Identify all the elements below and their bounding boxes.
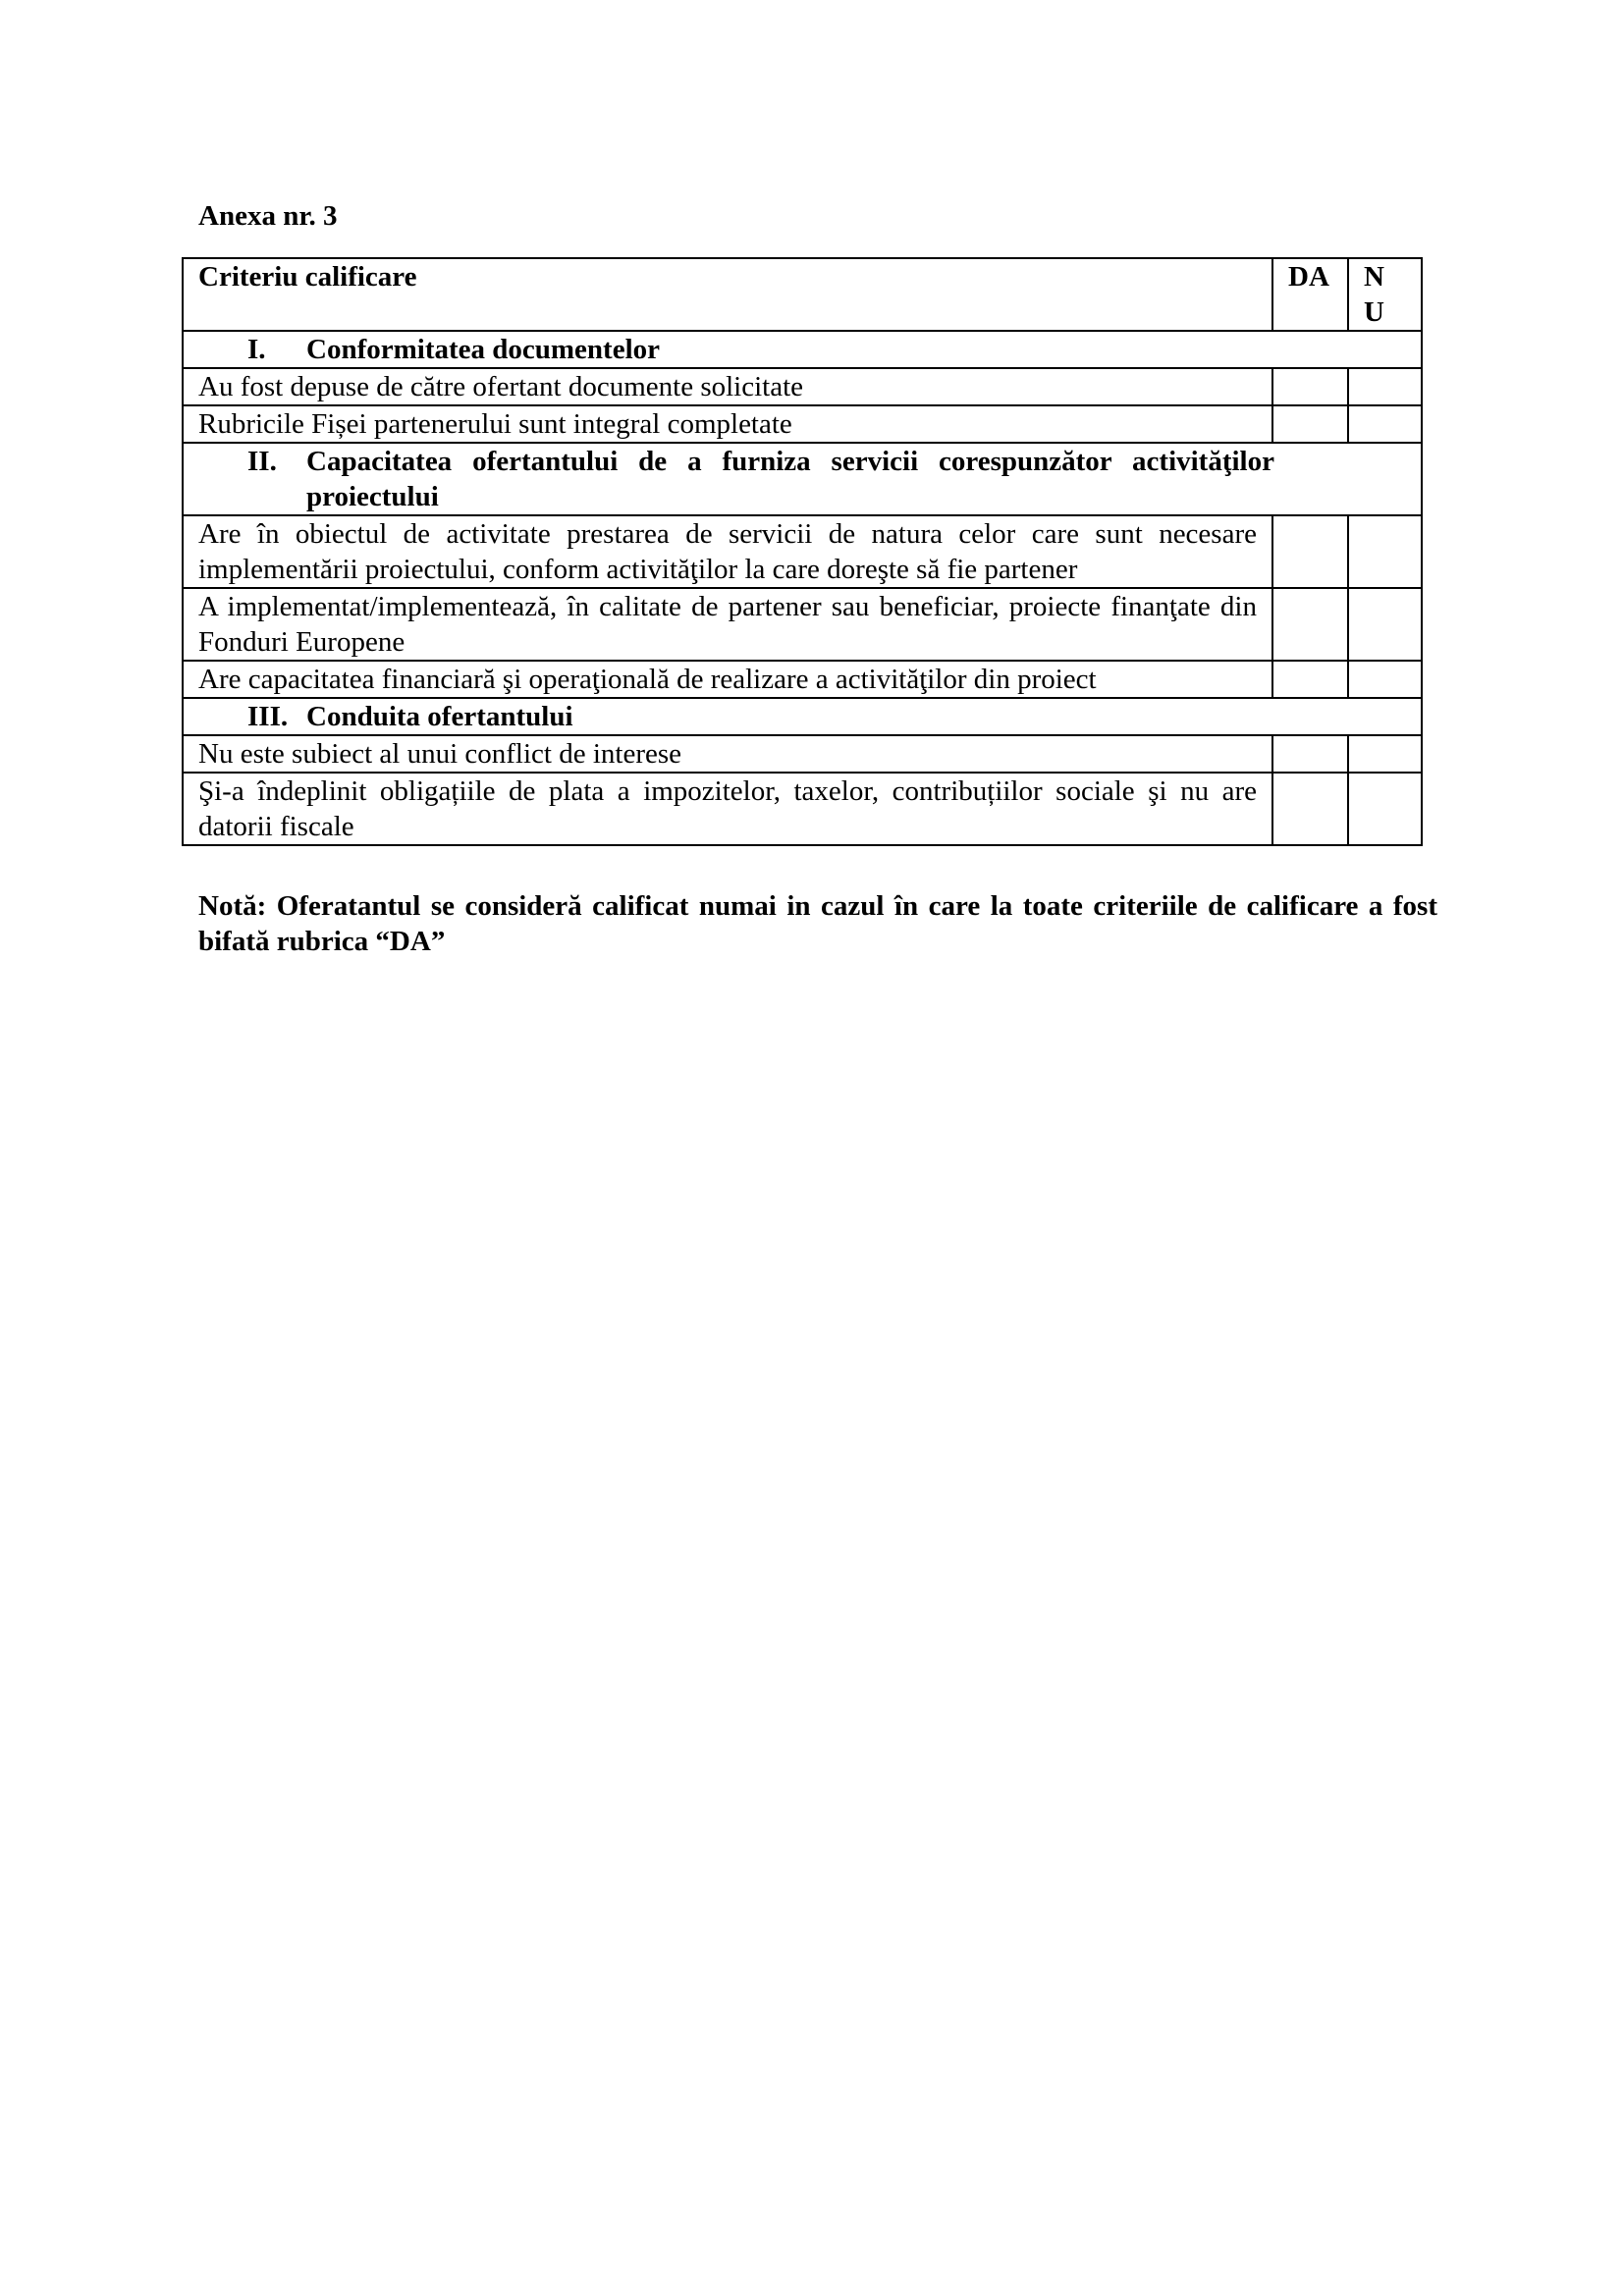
table-header-row — [183, 258, 1422, 331]
criterion-text: Au fost depuse de către ofertant documente solicitate — [183, 368, 1272, 405]
yes-checkbox-cell[interactable] — [1272, 405, 1348, 443]
yes-checkbox-cell[interactable] — [1272, 588, 1348, 661]
section-number: II. — [247, 446, 277, 477]
yes-checkbox-cell[interactable] — [1272, 368, 1348, 405]
yes-checkbox-cell[interactable] — [1272, 735, 1348, 773]
section-row — [183, 331, 1422, 368]
no-checkbox-cell[interactable] — [1348, 368, 1422, 405]
no-checkbox-cell[interactable] — [1348, 405, 1422, 443]
table-row — [183, 405, 1422, 443]
qualification-note: Notă: Oferatantul se consideră calificat numai in cazul în care la toate criteriile de calificare a fost bifată rubrica “DA” — [198, 890, 1437, 957]
criterion-text: Nu este subiect al unui conflict de interese — [183, 735, 1272, 773]
criterion-text: A implementat/implementează, în calitate de partener sau beneficiar, proiecte finanţate din Fonduri Europene — [183, 588, 1272, 661]
section-title: Capacitatea ofertantului de a furniza servicii corespunzător activităţilor proiectului — [306, 446, 1274, 512]
criterion-text: Şi-a îndeplinit obligațiile de plata a impozitelor, taxelor, contribuțiilor sociale şi nu are datorii fiscale — [183, 773, 1272, 845]
table-row — [183, 515, 1422, 588]
section-row — [183, 698, 1422, 735]
header-criterion: Criteriu calificare — [183, 258, 1272, 331]
table-row — [183, 735, 1422, 773]
no-checkbox-cell[interactable] — [1348, 773, 1422, 845]
header-no: N U — [1348, 258, 1422, 331]
annex-title: Anexa nr. 3 — [198, 200, 338, 232]
criterion-text: Are în obiectul de activitate prestarea de servicii de natura celor care sunt necesare implementării proiectului, conform activităţilor la care doreşte să fie partener — [183, 515, 1272, 588]
yes-checkbox-cell[interactable] — [1272, 515, 1348, 588]
section-number: I. — [247, 334, 266, 365]
yes-checkbox-cell[interactable] — [1272, 773, 1348, 845]
section-row — [183, 443, 1422, 515]
section-title: Conformitatea documentelor — [306, 334, 660, 365]
no-checkbox-cell[interactable] — [1348, 588, 1422, 661]
table-row — [183, 661, 1422, 698]
section-heading — [183, 331, 1422, 368]
no-checkbox-cell[interactable] — [1348, 661, 1422, 698]
table-row — [183, 588, 1422, 661]
table-row — [183, 368, 1422, 405]
no-checkbox-cell[interactable] — [1348, 735, 1422, 773]
yes-checkbox-cell[interactable] — [1272, 661, 1348, 698]
section-heading — [183, 443, 1422, 515]
section-title: Conduita ofertantului — [306, 701, 573, 732]
section-number: III. — [247, 701, 289, 732]
criterion-text: Rubricile Fișei partenerului sunt integral completate — [183, 405, 1272, 443]
qualification-criteria-table — [182, 257, 1423, 846]
section-heading — [183, 698, 1422, 735]
criterion-text: Are capacitatea financiară şi operaţională de realizare a activităţilor din proiect — [183, 661, 1272, 698]
header-yes: DA — [1272, 258, 1348, 331]
table-row — [183, 773, 1422, 845]
no-checkbox-cell[interactable] — [1348, 515, 1422, 588]
